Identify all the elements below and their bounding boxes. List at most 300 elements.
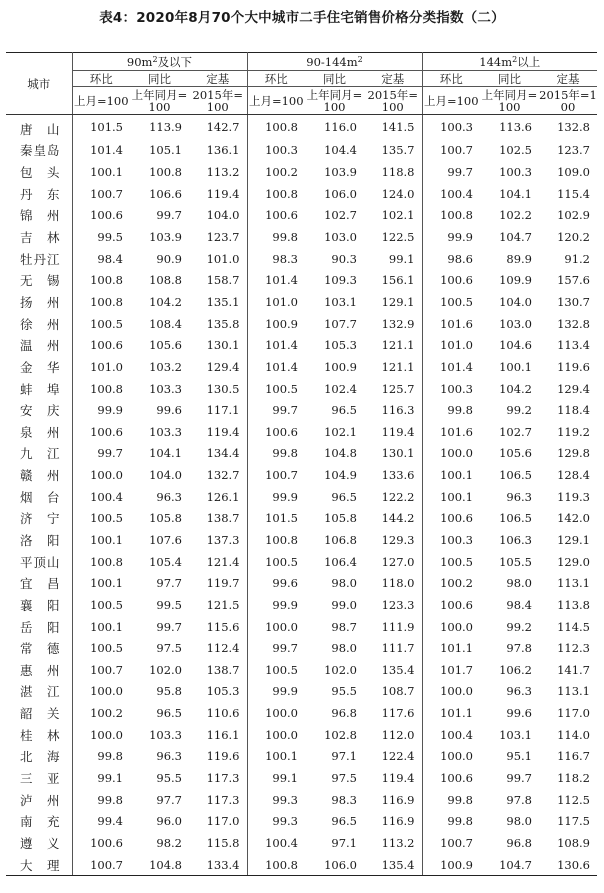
index-value: 90.9	[156, 251, 182, 266]
index-value: 120.2	[557, 230, 590, 245]
index-value: 100.1	[90, 165, 123, 180]
city-name: 金 华	[6, 356, 72, 378]
index-value: 111.9	[364, 616, 422, 638]
index-value: 100.6	[265, 208, 298, 223]
city-name: 宜 昌	[6, 572, 72, 594]
table-row	[6, 724, 597, 746]
index-value: 113.2	[189, 161, 247, 183]
index-value: 100.8	[90, 381, 123, 396]
table-title: 表4：2020年8月70个大中城市二手住宅销售价格分类指数（二）	[99, 10, 505, 26]
superscript: 2	[152, 54, 158, 64]
metric-header: 环比	[247, 71, 305, 87]
index-value: 138.7	[189, 508, 247, 530]
index-value: 100.9	[422, 854, 480, 876]
index-value: 134.4	[189, 443, 247, 465]
index-value: 104.2	[149, 294, 182, 309]
city-name: 南 充	[6, 811, 72, 833]
index-value: 99.5	[156, 597, 182, 612]
index-value: 99.8	[97, 749, 123, 764]
index-value: 105.3	[189, 681, 247, 703]
index-value: 105.1	[149, 143, 182, 158]
index-value: 101.4	[440, 359, 473, 374]
index-value: 105.6	[149, 338, 182, 353]
index-value: 100.0	[90, 468, 123, 483]
table-row	[6, 767, 597, 789]
index-value: 103.9	[324, 165, 357, 180]
base-header: 2015年=100	[189, 87, 247, 115]
city-name: 无 锡	[6, 269, 72, 291]
table-row	[6, 356, 597, 378]
table-row	[6, 832, 597, 854]
index-value: 91.2	[564, 251, 590, 266]
index-value: 100.1	[440, 489, 473, 504]
index-value: 101.1	[440, 706, 473, 721]
index-value: 100.6	[90, 338, 123, 353]
index-value: 130.7	[557, 294, 590, 309]
base-header: 上年同月=100	[306, 87, 363, 114]
table-row	[6, 313, 597, 335]
index-value: 101.6	[440, 316, 473, 331]
index-value: 119.3	[557, 489, 590, 504]
index-value: 101.0	[189, 248, 247, 270]
table-row	[6, 161, 597, 183]
index-value: 98.7	[331, 619, 357, 634]
index-value: 98.0	[506, 814, 532, 829]
index-value: 95.1	[506, 749, 532, 764]
index-value: 141.5	[364, 115, 422, 140]
index-value: 113.2	[364, 832, 422, 854]
index-value: 104.0	[189, 205, 247, 227]
index-value: 103.0	[324, 230, 357, 245]
index-value: 100.6	[90, 208, 123, 223]
table-row	[6, 464, 597, 486]
index-value: 100.8	[265, 186, 298, 201]
index-value: 96.5	[156, 706, 182, 721]
city-name: 温 州	[6, 334, 72, 356]
table-row	[6, 681, 597, 703]
index-value: 96.8	[506, 835, 532, 850]
index-value: 115.4	[557, 186, 590, 201]
table-row	[6, 226, 597, 248]
index-value: 119.6	[189, 746, 247, 768]
index-value: 104.7	[499, 230, 532, 245]
index-value: 100.1	[90, 532, 123, 547]
table-row	[6, 529, 597, 551]
index-value: 118.4	[557, 403, 590, 418]
index-value: 102.7	[499, 424, 532, 439]
index-value: 103.1	[499, 727, 532, 742]
index-value: 141.7	[557, 662, 590, 677]
index-value: 100.9	[265, 316, 298, 331]
index-value: 98.4	[97, 251, 123, 266]
index-value: 96.5	[331, 814, 357, 829]
index-value: 98.0	[331, 576, 357, 591]
metric-header: 环比	[72, 71, 130, 87]
index-value: 99.9	[97, 403, 123, 418]
index-value: 90.3	[331, 251, 357, 266]
index-value: 109.0	[557, 165, 590, 180]
index-value: 142.0	[557, 511, 590, 526]
index-value: 96.5	[331, 403, 357, 418]
city-name: 赣 州	[6, 464, 72, 486]
index-value: 119.4	[189, 421, 247, 443]
index-value: 95.5	[156, 771, 182, 786]
index-value: 100.7	[90, 662, 123, 677]
index-value: 106.8	[324, 532, 357, 547]
index-value: 102.0	[324, 662, 357, 677]
index-value: 103.3	[149, 381, 182, 396]
index-value: 104.6	[499, 338, 532, 353]
index-value: 102.0	[149, 662, 182, 677]
table-row	[6, 746, 597, 768]
index-value: 135.8	[189, 313, 247, 335]
index-value: 113.1	[557, 576, 590, 591]
index-value: 100.0	[265, 727, 298, 742]
index-value: 100.6	[90, 424, 123, 439]
index-value: 119.4	[189, 183, 247, 205]
index-value: 106.6	[149, 186, 182, 201]
index-value: 100.8	[90, 554, 123, 569]
index-value: 127.0	[364, 551, 422, 573]
index-value: 101.1	[440, 641, 473, 656]
index-value: 97.8	[506, 641, 532, 656]
index-value: 106.4	[324, 554, 357, 569]
index-value: 103.1	[324, 294, 357, 309]
city-name: 岳 阳	[6, 616, 72, 638]
index-value: 109.9	[499, 273, 532, 288]
index-value: 99.8	[447, 792, 473, 807]
city-name: 烟 台	[6, 486, 72, 508]
index-value: 104.7	[480, 854, 539, 876]
metric-header: 同比	[305, 71, 364, 87]
index-value: 114.0	[557, 727, 590, 742]
index-value: 100.4	[265, 835, 298, 850]
index-value: 100.1	[499, 359, 532, 374]
city-name: 洛 阳	[6, 529, 72, 551]
city-name: 九 江	[6, 443, 72, 465]
index-value: 99.0	[331, 597, 357, 612]
index-value: 102.1	[324, 424, 357, 439]
index-value: 117.3	[189, 789, 247, 811]
index-value: 129.1	[364, 291, 422, 313]
index-value: 100.4	[440, 727, 473, 742]
index-value: 122.2	[364, 486, 422, 508]
city-name: 吉 林	[6, 226, 72, 248]
index-value: 117.1	[189, 399, 247, 421]
city-name: 泸 州	[6, 789, 72, 811]
index-value: 109.3	[324, 273, 357, 288]
index-value: 100.7	[440, 835, 473, 850]
index-value: 132.7	[189, 464, 247, 486]
index-value: 98.3	[331, 792, 357, 807]
index-value: 130.1	[364, 443, 422, 465]
index-value: 105.4	[149, 554, 182, 569]
index-value: 98.3	[272, 251, 298, 266]
index-value: 103.0	[499, 316, 532, 331]
index-value: 106.2	[499, 662, 532, 677]
group-header-small: $90m^2$及以下	[72, 53, 247, 71]
city-name: 济 宁	[6, 508, 72, 530]
city-name: 平顶山	[6, 551, 72, 573]
index-value: 118.0	[364, 572, 422, 594]
city-name: 唐 山	[6, 115, 72, 140]
index-value: 99.6	[156, 403, 182, 418]
index-value: 107.6	[149, 532, 182, 547]
index-value: 102.7	[324, 208, 357, 223]
table-row	[6, 248, 597, 270]
index-value: 100.9	[324, 359, 357, 374]
index-value: 99.7	[272, 641, 298, 656]
index-value: 103.9	[149, 230, 182, 245]
index-value: 100.5	[440, 554, 473, 569]
index-value: 132.8	[557, 316, 590, 331]
table-header	[6, 53, 597, 115]
index-value: 100.0	[90, 727, 123, 742]
index-value: 121.1	[364, 334, 422, 356]
table-row	[6, 702, 597, 724]
city-name: 安 庆	[6, 399, 72, 421]
superscript: 2	[357, 54, 363, 64]
index-value: 97.1	[331, 835, 357, 850]
index-value: 99.9	[272, 684, 298, 699]
index-value: 100.0	[440, 749, 473, 764]
index-value: 100.2	[90, 706, 123, 721]
city-name: 丹 东	[6, 183, 72, 205]
city-name: 韶 关	[6, 702, 72, 724]
table-row	[6, 334, 597, 356]
index-value: 133.6	[364, 464, 422, 486]
index-value: 129.1	[557, 532, 590, 547]
index-value: 135.4	[364, 659, 422, 681]
index-value: 121.4	[189, 551, 247, 573]
metric-header: 定基	[189, 71, 247, 87]
index-value: 110.6	[189, 702, 247, 724]
index-value: 113.4	[557, 338, 590, 353]
index-value: 100.2	[440, 576, 473, 591]
index-value: 136.1	[189, 140, 247, 162]
index-value: 96.0	[156, 814, 182, 829]
index-value: 100.8	[265, 532, 298, 547]
index-value: 118.2	[557, 771, 590, 786]
index-value: 96.8	[331, 706, 357, 721]
index-value: 99.1	[97, 771, 123, 786]
index-value: 99.6	[506, 706, 532, 721]
index-value: 113.8	[557, 597, 590, 612]
city-name: 襄 阳	[6, 594, 72, 616]
index-value: 130.5	[189, 378, 247, 400]
table-row	[6, 594, 597, 616]
index-value: 117.0	[189, 811, 247, 833]
index-value: 129.0	[557, 554, 590, 569]
index-value: 128.4	[557, 468, 590, 483]
index-value: 99.1	[272, 771, 298, 786]
index-value: 100.5	[90, 316, 123, 331]
index-value: 100.2	[265, 165, 298, 180]
table-row	[6, 443, 597, 465]
index-value: 129.4	[557, 381, 590, 396]
index-value: 96.3	[156, 489, 182, 504]
index-value: 112.0	[364, 724, 422, 746]
base-header: 上月=100	[422, 87, 480, 115]
index-value: 119.7	[189, 572, 247, 594]
city-name: 包 头	[6, 161, 72, 183]
index-value: 100.8	[90, 294, 123, 309]
index-value: 104.4	[324, 143, 357, 158]
index-value: 100.5	[265, 554, 298, 569]
base-header: 上年同月=100	[131, 87, 188, 114]
index-value: 106.0	[305, 854, 364, 876]
index-value: 99.9	[272, 597, 298, 612]
index-value: 100.3	[440, 532, 473, 547]
table-body	[6, 115, 597, 876]
table-row	[6, 399, 597, 421]
index-value: 100.8	[90, 273, 123, 288]
index-value: 129.4	[189, 356, 247, 378]
index-value: 100.0	[90, 684, 123, 699]
index-value: 100.1	[90, 576, 123, 591]
index-value: 99.9	[272, 489, 298, 504]
index-value: 89.9	[506, 251, 532, 266]
city-name: 遵 义	[6, 832, 72, 854]
index-value: 104.8	[130, 854, 189, 876]
index-value: 98.0	[331, 641, 357, 656]
index-value: 102.4	[324, 381, 357, 396]
index-value: 133.4	[189, 854, 247, 876]
index-value: 100.7	[265, 468, 298, 483]
index-value: 100.7	[72, 854, 130, 876]
index-value: 98.6	[447, 251, 473, 266]
index-value: 100.6	[440, 273, 473, 288]
index-value: 95.8	[156, 684, 182, 699]
index-value: 112.3	[557, 641, 590, 656]
table-row	[6, 378, 597, 400]
index-value: 121.1	[364, 356, 422, 378]
index-value: 101.5	[90, 120, 123, 135]
index-value: 121.5	[189, 594, 247, 616]
index-value: 100.0	[265, 706, 298, 721]
index-value: 123.7	[189, 226, 247, 248]
index-value: 105.3	[324, 338, 357, 353]
index-value: 97.8	[506, 792, 532, 807]
index-value: 118.8	[364, 161, 422, 183]
table-row	[6, 115, 597, 140]
city-name: 北 海	[6, 746, 72, 768]
index-value: 96.3	[506, 489, 532, 504]
index-value: 99.2	[506, 619, 532, 634]
index-value: 100.6	[90, 835, 123, 850]
index-value: 100.4	[90, 489, 123, 504]
index-value: 99.8	[447, 403, 473, 418]
index-value: 100.5	[90, 641, 123, 656]
index-value: 97.1	[331, 749, 357, 764]
index-value: 101.7	[440, 662, 473, 677]
index-value: 100.5	[90, 511, 123, 526]
index-value: 119.2	[557, 424, 590, 439]
metric-header: 同比	[130, 71, 189, 87]
metric-header: 定基	[364, 71, 422, 87]
index-value: 100.6	[440, 511, 473, 526]
index-value: 99.7	[447, 165, 473, 180]
index-value: 107.7	[324, 316, 357, 331]
index-value: 100.7	[90, 186, 123, 201]
index-value: 99.8	[447, 814, 473, 829]
index-value: 132.8	[557, 120, 590, 135]
index-value: 123.3	[364, 594, 422, 616]
index-value: 101.5	[265, 511, 298, 526]
index-value: 144.2	[364, 508, 422, 530]
index-value: 158.7	[189, 269, 247, 291]
index-value: 100.6	[440, 771, 473, 786]
index-value: 111.7	[364, 637, 422, 659]
table-row	[6, 616, 597, 638]
index-value: 106.0	[324, 186, 357, 201]
index-value: 99.8	[272, 446, 298, 461]
base-header: 2015年=100	[364, 87, 422, 115]
index-value: 100.0	[265, 619, 298, 634]
index-value: 115.8	[189, 832, 247, 854]
index-value: 115.6	[189, 616, 247, 638]
city-name: 扬 州	[6, 291, 72, 313]
index-value: 101.4	[90, 143, 123, 158]
index-value: 104.1	[499, 186, 532, 201]
index-value: 102.9	[557, 208, 590, 223]
index-value: 104.8	[324, 446, 357, 461]
index-value: 138.7	[189, 659, 247, 681]
table-row	[6, 183, 597, 205]
group-header-mid: $90-144m^2$	[247, 53, 422, 71]
base-header: 上月=100	[247, 87, 305, 115]
index-value: 100.1	[90, 619, 123, 634]
index-value: 105.8	[324, 511, 357, 526]
table-row	[6, 486, 597, 508]
index-value: 113.1	[557, 684, 590, 699]
base-header: 上年同月=100	[481, 87, 538, 114]
city-name: 牡丹江	[6, 248, 72, 270]
city-header: 城市	[6, 53, 72, 115]
index-value: 105.6	[499, 446, 532, 461]
metric-header: 定基	[539, 71, 597, 87]
index-value: 96.3	[156, 749, 182, 764]
table-row	[6, 659, 597, 681]
index-value: 99.7	[156, 208, 182, 223]
index-value: 119.4	[364, 421, 422, 443]
index-value: 100.5	[90, 597, 123, 612]
index-value: 99.7	[506, 771, 532, 786]
index-value: 100.0	[440, 619, 473, 634]
index-value: 114.5	[557, 619, 590, 634]
index-value: 101.0	[265, 294, 298, 309]
index-value: 103.3	[149, 424, 182, 439]
index-value: 108.7	[364, 681, 422, 703]
table-row	[6, 637, 597, 659]
city-name: 惠 州	[6, 659, 72, 681]
index-value: 100.1	[440, 468, 473, 483]
index-value: 103.3	[149, 727, 182, 742]
table-row	[6, 140, 597, 162]
group-header-large: $144m^2$以上	[422, 53, 597, 71]
index-value: 130.6	[539, 854, 597, 876]
index-value: 104.2	[499, 381, 532, 396]
index-value: 100.1	[265, 749, 298, 764]
index-value: 97.7	[156, 792, 182, 807]
index-value: 122.4	[364, 746, 422, 768]
index-value: 113.6	[499, 120, 532, 135]
base-header: 上月=100	[72, 87, 130, 115]
index-value: 99.5	[97, 230, 123, 245]
index-value: 99.9	[447, 230, 473, 245]
index-value: 97.5	[331, 771, 357, 786]
city-name: 蚌 埠	[6, 378, 72, 400]
